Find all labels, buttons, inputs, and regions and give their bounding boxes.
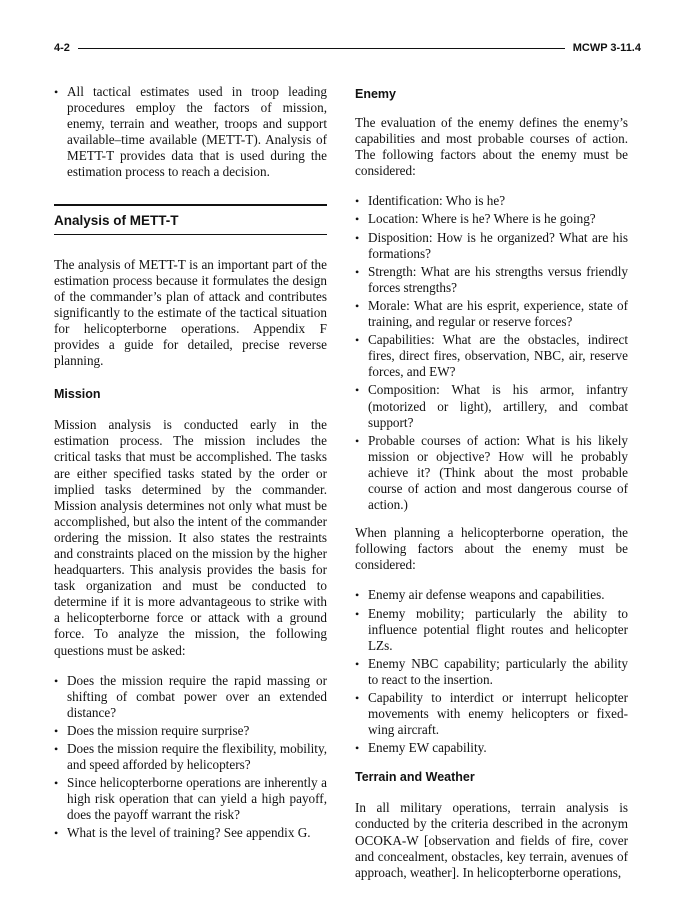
terrain-heading: Terrain and Weather [355,770,475,785]
list-item: • Probable courses of action: What is his likely mission or objective? How will he probably achieve it? (Think about the most probable course of action and most dangerous course of action.) [355,433,628,513]
list-item: • Strength: What are his strengths versus friendly forces strengths? [355,264,628,296]
page-header [54,40,641,56]
header-rule [78,48,565,49]
page-number: 4-2 [54,42,70,54]
planning-factor-list [355,587,628,756]
list-item: • Morale: What are his esprit, experience, state of training, and regular or reserve forces? [355,298,628,330]
list-item: • Does the mission require the flexibility, mobility, and speed afforded by helicopters? [54,741,327,773]
list-item: • Capability to interdict or interrupt helicopter movements with enemy helicopters or fixed-wing aircraft. [355,690,628,738]
analysis-paragraph: The analysis of METT-T is an important part of the estimation process because it formulates the design of the commander’s plan of attack and contributes significantly to the estimate of the tactical situation for helicopterborne operations. Appendix F provides a guide for detailed, precise reverse planning. [54,256,327,369]
enemy-paragraph: The evaluation of the enemy defines the enemy’s capabilities and most probable courses of action. The following factors about the enemy must be considered: [355,115,628,179]
mission-heading: Mission [54,387,101,402]
right-column [355,84,628,881]
list-item: • All tactical estimates used in troop leading procedures employ the factors of mission, enemy, terrain and weather, troops and support available–time available (METT-T). Analysis of METT-T provides data that is used during the estimation process to reach a decision. [54,84,327,181]
list-item: • Does the mission require surprise? [54,723,327,739]
mission-paragraph: Mission analysis is conducted early in the estimation process. The mission includes the critical tasks that must be accomplished. The tasks are either specified tasks stated by the order or implied tasks determined by the commander. Mission analysis determines not only what must be accomplished, but also the intent of the commander ordering the mission. It also states the restraints and constraints placed on the mission by the higher headquarters. This analysis provides the basis for task organization and must be conducted to determine if it is more advantageous to strike with a helicopterborne force or attack with a ground force. To analyze the mission, the following questions must be asked: [54,417,327,658]
planning-paragraph: When planning a helicopterborne operation, the following factors about the enemy must be considered: [355,525,628,573]
list-item: • What is the level of training? See appendix G. [54,825,327,841]
publication-id: MCWP 3-11.4 [572,42,641,54]
list-item: • Enemy mobility; particularly the ability to influence potential flight routes and helicopter LZs. [355,606,628,654]
left-column [54,84,327,844]
list-item: • Enemy air defense weapons and capabilities. [355,587,628,603]
list-item: • Since helicopterborne operations are inherently a high risk operation that can yield a high payoff, does the payoff warrant the risk? [54,775,327,823]
list-item: • Does the mission require the rapid massing or shifting of combat power over an extended distance? [54,673,327,721]
list-item: • Capabilities: What are the obstacles, indirect fires, direct fires, observation, NBC, air, reserve forces, and EW? [355,332,628,380]
list-item: • Composition: What is his armor, infantry (motorized or light), artillery, and combat support? [355,382,628,430]
section-heading: Analysis of METT-T [54,204,327,235]
terrain-paragraph: In all military operations, terrain analysis is conducted by the criteria described in the acronym OCOKA-W [observation and fields of fire, cover and concealment, obstacles, key terrain, avenues of approach, weather]. In helicopterborne operations, [355,800,628,880]
list-item: • Identification: Who is he? [355,193,628,209]
list-item: • Enemy EW capability. [355,740,628,756]
list-item: • Disposition: How is he organized? What are his formations? [355,230,628,262]
list-item: • Location: Where is he? Where is he going? [355,211,628,227]
mission-question-list [54,673,327,842]
enemy-factor-list [355,193,628,513]
enemy-heading: Enemy [355,87,396,101]
intro-bullet-list [54,84,327,181]
list-item: • Enemy NBC capability; particularly the ability to react to the insertion. [355,656,628,688]
